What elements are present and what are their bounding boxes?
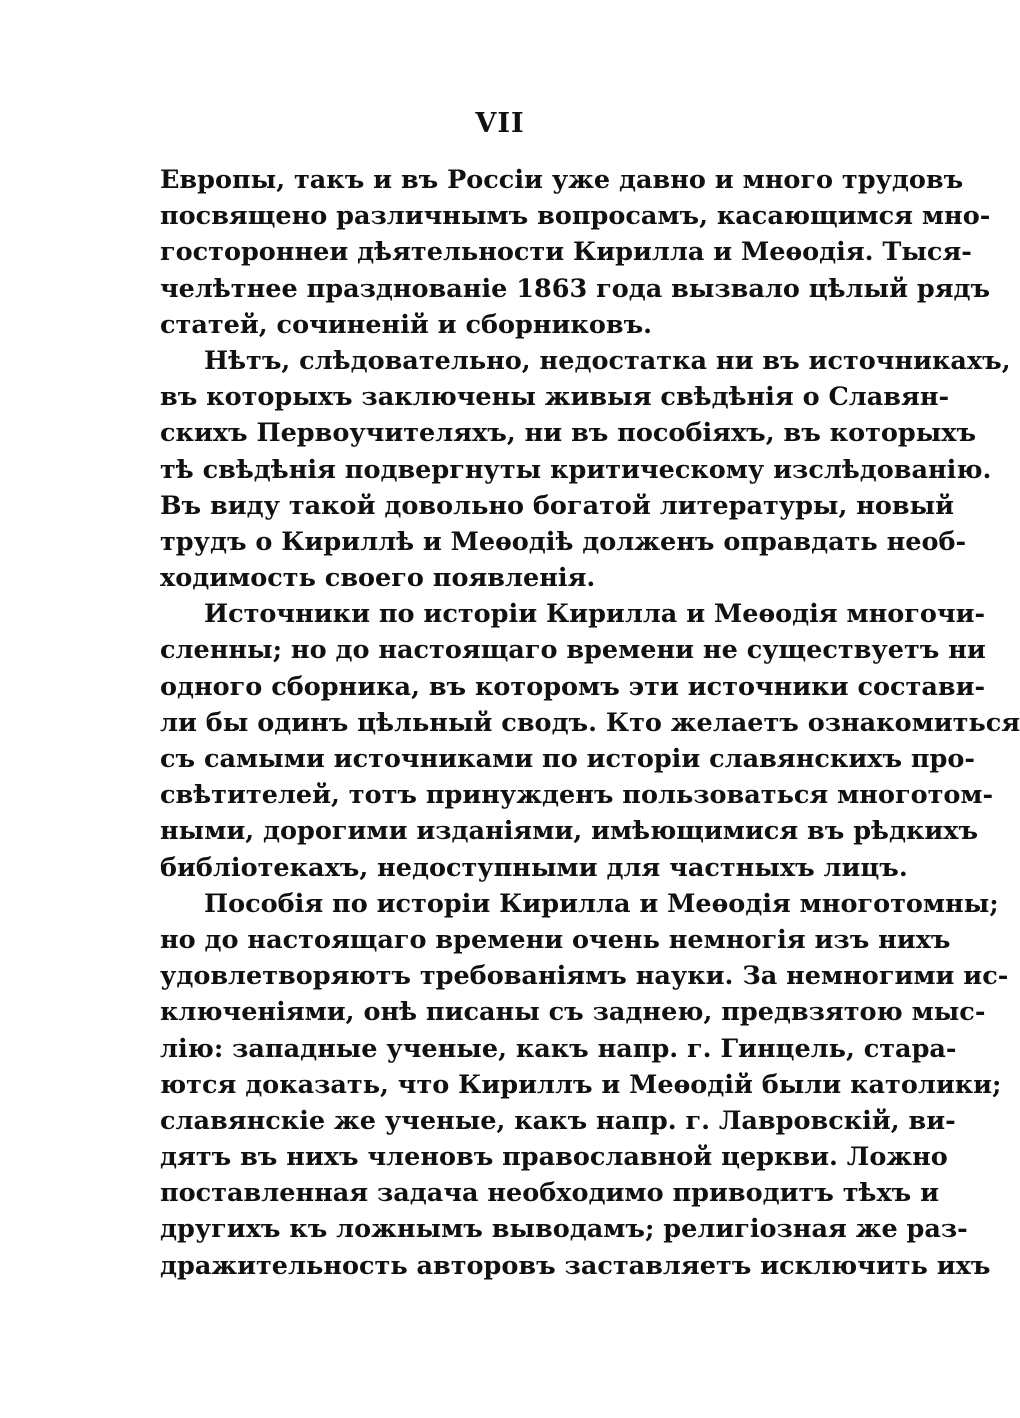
text-line: ходимость своего появленія. xyxy=(160,563,596,594)
text-line: ются доказать, что Кириллъ и Меѳодій были католики; xyxy=(160,1069,1002,1100)
text-line: дятъ въ нихъ членовъ православной церкви. Ложно xyxy=(160,1142,948,1173)
text-line: свѣтителей, тотъ принужденъ пользоваться многотом- xyxy=(160,780,994,811)
text-line: тѣ свѣдѣнія подвергнуты критическому изслѣдованію. xyxy=(160,454,992,485)
text-line: посвящено различнымъ вопросамъ, касающимся мно- xyxy=(160,201,991,232)
text-line: Нѣтъ, слѣдовательно, недостатка ни въ источникахъ, xyxy=(204,345,1011,376)
text-line: Европы, такъ и въ Россіи уже давно и много трудовъ xyxy=(160,165,964,195)
text-line: статей, сочиненій и сборниковъ. xyxy=(160,309,653,340)
text-line: библіотекахъ, недоступными для частныхъ лицъ. xyxy=(160,852,908,883)
text-line: славянскіе же ученые, какъ напр. г. Лавровскій, ви- xyxy=(160,1105,956,1136)
text-line: но до настоящаго времени очень немногія изъ нихъ xyxy=(160,924,951,955)
text-line: удовлетворяютъ требованіямъ науки. За немногими ис- xyxy=(160,961,1009,992)
text-line: ли бы одинъ цѣльный сводъ. Кто желаетъ ознакомиться xyxy=(160,707,1020,738)
text-line: съ самыми источниками по исторіи славянскихъ про- xyxy=(160,744,975,774)
text-line: Въ виду такой довольно богатой литературы, новый xyxy=(160,490,955,521)
text-line: другихъ къ ложнымъ выводамъ; религіозная же раз- xyxy=(160,1214,968,1245)
text-line: одного сборника, въ которомъ эти источники состави- xyxy=(160,671,986,702)
page-number: VII xyxy=(475,108,525,139)
text-line: гостороннеи дѣятельности Кирилла и Меѳодія. Тыся- xyxy=(160,237,972,268)
text-line: поставленная задача необходимо приводитъ тѣхъ и xyxy=(160,1178,940,1209)
text-line: лію: западные ученые, какъ напр. г. Гинцель, стара- xyxy=(160,1033,957,1064)
text-line: дражительность авторовъ заставляетъ исключить ихъ xyxy=(160,1250,991,1281)
text-line: въ которыхъ заключены живыя свѣдѣнія о Славян- xyxy=(160,382,950,413)
text-line: челѣтнее празднованіе 1863 года вызвало цѣлый рядъ xyxy=(160,273,991,304)
text-line: ключеніями, онѣ писаны съ заднею, предвзятою мыс- xyxy=(160,997,986,1028)
text-line: трудъ о Кириллѣ и Меѳодіѣ долженъ оправдать необ- xyxy=(160,526,967,557)
text-line: скихъ Первоучителяхъ, ни въ пособіяхъ, въ которыхъ xyxy=(160,418,977,449)
text-line: Пособія по исторіи Кирилла и Меѳодія многотомны; xyxy=(204,888,999,919)
text-line: сленны; но до настоящаго времени не существуетъ ни xyxy=(160,635,986,666)
text-line: Источники по исторіи Кирилла и Меѳодія многочи- xyxy=(204,599,986,630)
text-line: ными, дорогими изданіями, имѣющимися въ рѣдкихъ xyxy=(160,816,979,847)
text-body xyxy=(160,162,1020,1284)
